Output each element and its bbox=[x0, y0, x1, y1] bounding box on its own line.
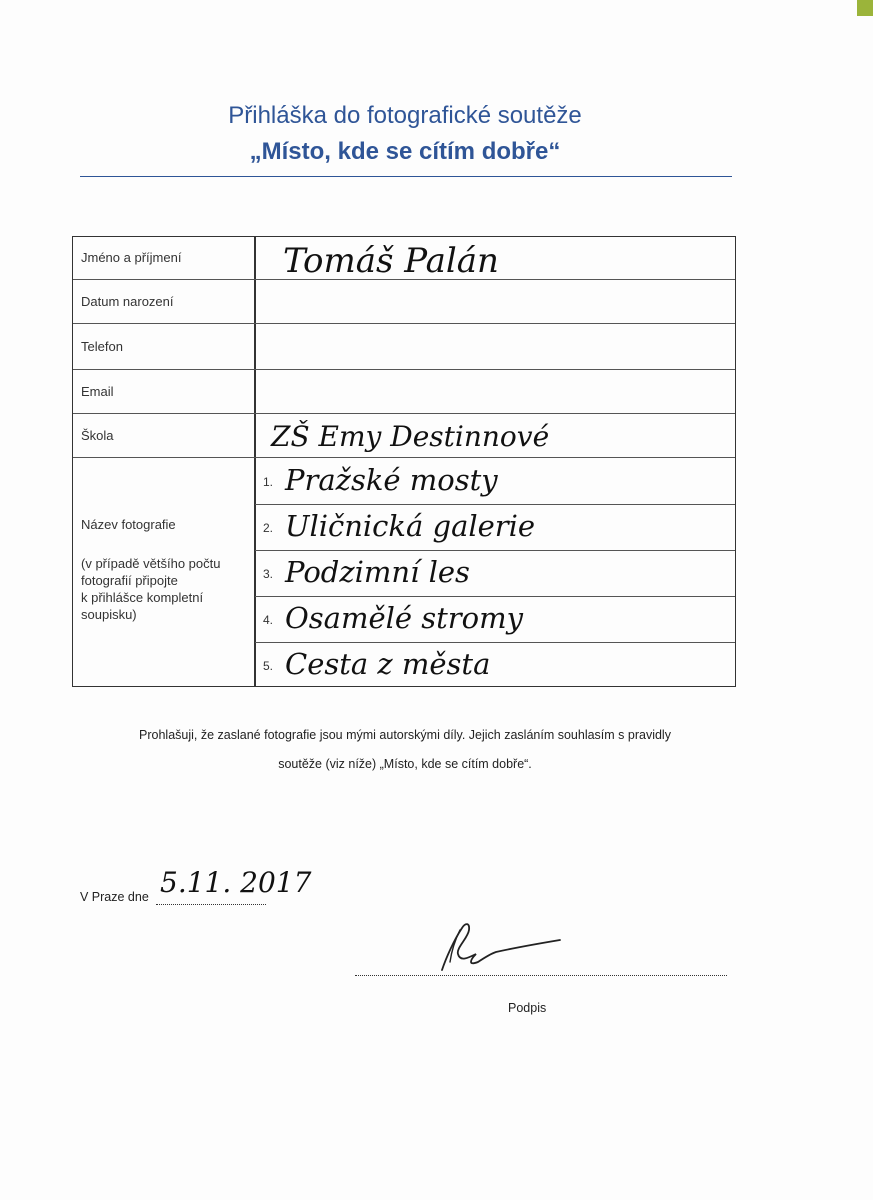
photo-title-label: Název fotografie bbox=[81, 517, 176, 532]
signature-drawing bbox=[432, 918, 567, 976]
signature-dotted-line bbox=[355, 975, 727, 976]
photo-number: 5. bbox=[263, 659, 274, 673]
declaration-line: Prohlašuji, že zaslané fotografie jsou mými autorskými díly. Jejich zasláním souhlasím s pravidly bbox=[139, 728, 671, 742]
photo-note-line: fotografií připojte bbox=[81, 573, 178, 588]
name-label: Jméno a příjmení bbox=[81, 250, 182, 265]
application-table bbox=[72, 236, 736, 687]
row-divider bbox=[73, 413, 735, 414]
form-title: Přihláška do fotografické soutěže bbox=[228, 102, 582, 129]
form-subtitle: „Místo, kde se cítím dobře“ bbox=[249, 138, 561, 165]
declaration-line: soutěže (viz níže) „Místo, kde se cítím dobře“. bbox=[278, 757, 532, 771]
photo-note-line: k přihlášce kompletní bbox=[81, 590, 204, 605]
photo-title-value: Pražské mosty bbox=[285, 463, 498, 497]
row-divider bbox=[73, 323, 735, 324]
photo-row-divider bbox=[255, 596, 735, 597]
photo-note-line: soupisku) bbox=[81, 607, 137, 622]
school-label: Škola bbox=[81, 428, 114, 443]
name-value: Tomáš Palán bbox=[283, 241, 499, 281]
email-label: Email bbox=[81, 384, 114, 399]
photo-title-value: Podzimní les bbox=[285, 555, 470, 589]
photo-title-value: Osamělé stromy bbox=[285, 601, 524, 635]
title-rule bbox=[80, 176, 732, 177]
photo-number: 4. bbox=[263, 613, 274, 627]
date-value: 5.11. 2017 bbox=[160, 866, 312, 899]
photo-row-divider bbox=[255, 642, 735, 643]
signature-label: Podpis bbox=[508, 1001, 547, 1015]
birth-date-label: Datum narození bbox=[81, 294, 174, 309]
place-label: V Praze dne bbox=[80, 890, 149, 904]
photo-number: 1. bbox=[263, 475, 274, 489]
row-divider bbox=[73, 369, 735, 370]
date-dotted-line bbox=[156, 904, 266, 905]
phone-label: Telefon bbox=[81, 339, 123, 354]
green-edge-mark bbox=[857, 0, 873, 16]
row-divider bbox=[73, 457, 735, 458]
photo-row-divider bbox=[255, 550, 735, 551]
photo-row-divider bbox=[255, 504, 735, 505]
photo-title-value: Uličnická galerie bbox=[285, 509, 536, 543]
photo-note-line: (v případě většího počtu bbox=[81, 556, 221, 571]
photo-number: 3. bbox=[263, 567, 274, 581]
table-column-divider bbox=[254, 237, 256, 686]
photo-number: 2. bbox=[263, 521, 274, 535]
school-value: ZŠ Emy Destinnové bbox=[271, 420, 550, 453]
photo-title-value: Cesta z města bbox=[285, 647, 491, 681]
